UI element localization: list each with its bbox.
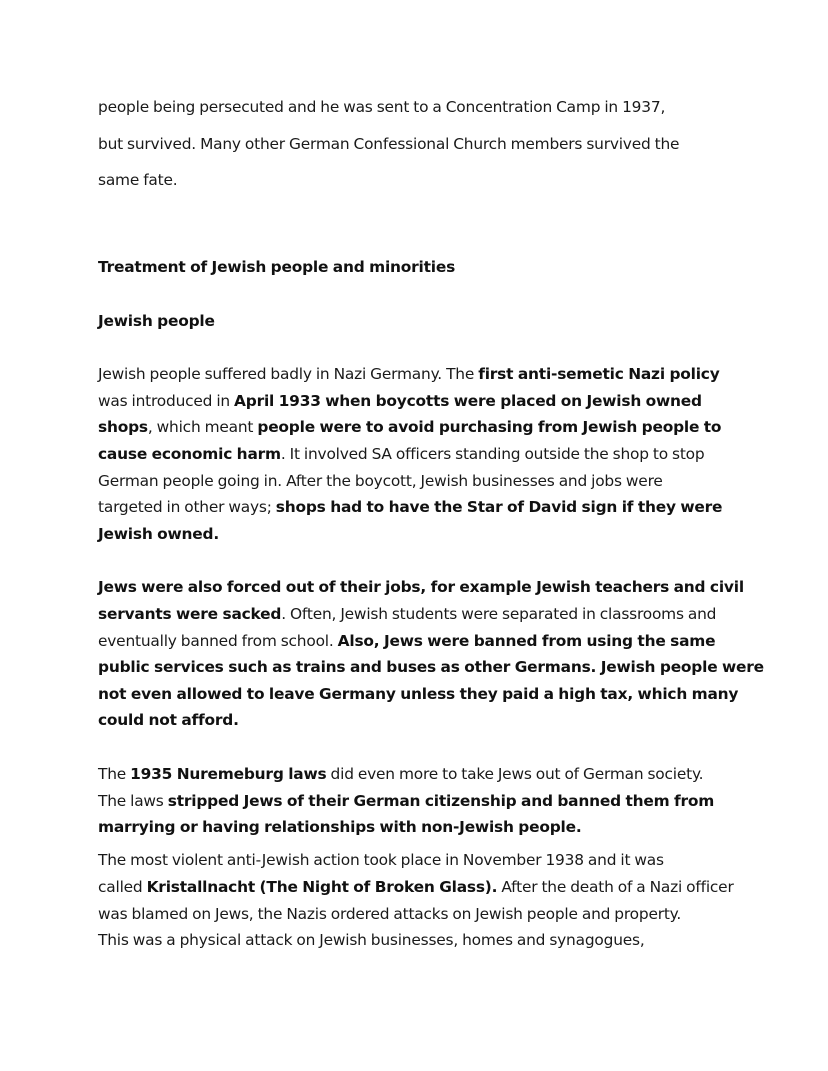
p1-line-4 bbox=[98, 445, 704, 463]
p4-line-3: was blamed on Jews, the Nazis ordered attacks on Jewish people and property. bbox=[98, 905, 682, 923]
p1-l2-bold: April 1933 when boycotts were placed on Jewish owned bbox=[234, 392, 702, 410]
p1-l3-bold-a: shops bbox=[98, 418, 148, 436]
p3-l2-bold: stripped Jews of their German citizenship and banned them from bbox=[167, 792, 715, 810]
p2-l5-bold: not even allowed to leave Germany unless they paid a high tax, which many bbox=[98, 685, 739, 703]
p2-l1-bold: Jews were also forced out of their jobs, for example Jewish teachers and civil bbox=[98, 578, 744, 596]
p2-l2-text: . Often, Jewish students were separated in classrooms and bbox=[281, 605, 717, 623]
p2-line-1 bbox=[98, 578, 744, 596]
p1-line-5: German people going in. After the boycott, Jewish businesses and jobs were bbox=[98, 472, 663, 490]
p4-l2-text-b: After the death of a Nazi officer bbox=[497, 878, 734, 896]
p2-line-4 bbox=[98, 658, 764, 676]
p2-l2-bold: servants were sacked bbox=[98, 605, 282, 623]
p1-l4-bold: cause economic harm bbox=[98, 445, 281, 463]
intro-line-1: people being persecuted and he was sent to a Concentration Camp in 1937, bbox=[98, 98, 666, 116]
p1-l2-text: was introduced in bbox=[98, 392, 235, 410]
p3-l1-text-a: The bbox=[98, 765, 131, 783]
p1-line-2 bbox=[98, 392, 702, 410]
p4-l2-bold: Kristallnacht (The Night of Broken Glass). bbox=[146, 878, 498, 896]
p2-line-6 bbox=[98, 711, 239, 729]
p2-l3-text: eventually banned from school. bbox=[98, 632, 338, 650]
p2-line-5 bbox=[98, 685, 738, 703]
p1-line-7 bbox=[98, 525, 219, 543]
p3-line-2 bbox=[98, 792, 714, 810]
p2-l4-bold: public services such as trains and buses as other Germans. Jewish people were bbox=[98, 658, 764, 676]
p1-l3-text: , which meant bbox=[147, 418, 258, 436]
p4-line-4: This was a physical attack on Jewish businesses, homes and synagogues, bbox=[98, 931, 645, 949]
p3-l1-bold: 1935 Nuremeburg laws bbox=[130, 765, 327, 783]
p4-line-1: The most violent anti-Jewish action took place in November 1938 and it was bbox=[98, 851, 664, 869]
subheading-jewish-people: Jewish people bbox=[98, 312, 215, 330]
section-heading: Treatment of Jewish people and minorities bbox=[98, 258, 456, 276]
p3-l1-text-b: did even more to take Jews out of German society. bbox=[326, 765, 704, 783]
p1-l7-bold: Jewish owned. bbox=[98, 525, 219, 543]
p3-l3-bold: marrying or having relationships with non-Jewish people. bbox=[98, 818, 582, 836]
p3-l2-text: The laws bbox=[98, 792, 168, 810]
p4-l2-text-a: called bbox=[98, 878, 147, 896]
p2-line-3 bbox=[98, 632, 715, 650]
p1-line-3 bbox=[98, 418, 721, 436]
p1-l4-text: . It involved SA officers standing outside the shop to stop bbox=[280, 445, 705, 463]
p2-l6-bold: could not afford. bbox=[98, 711, 239, 729]
p2-line-2 bbox=[98, 605, 716, 623]
p4-line-2 bbox=[98, 878, 734, 896]
p1-l6-bold: shops had to have the Star of David sign if they were bbox=[275, 498, 723, 516]
p1-l1-text: Jewish people suffered badly in Nazi Germany. The bbox=[98, 365, 479, 383]
p3-line-3 bbox=[98, 818, 582, 836]
p1-l1-bold: first anti-semetic Nazi policy bbox=[478, 365, 720, 383]
p1-line-6 bbox=[98, 498, 722, 516]
p1-line-1 bbox=[98, 365, 720, 383]
p2-l3-bold: Also, Jews were banned from using the same bbox=[337, 632, 716, 650]
p1-l3-bold-b: people were to avoid purchasing from Jewish people to bbox=[257, 418, 722, 436]
intro-line-2: but survived. Many other German Confessional Church members survived the bbox=[98, 135, 680, 153]
intro-line-3: same fate. bbox=[98, 171, 178, 189]
p1-l6-text: targeted in other ways; bbox=[98, 498, 276, 516]
p3-line-1 bbox=[98, 765, 703, 783]
